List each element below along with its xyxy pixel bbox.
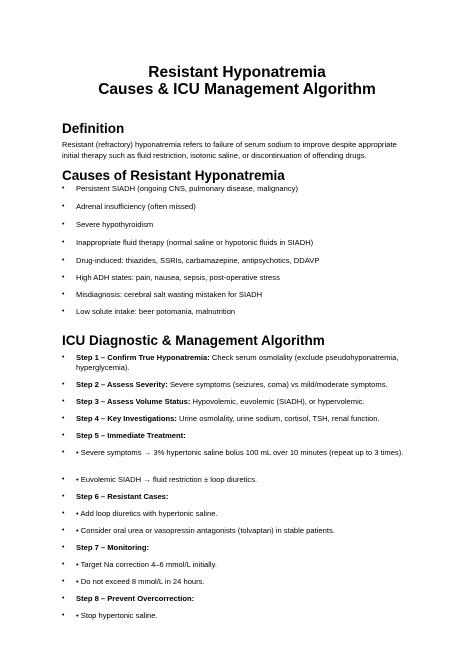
bullet-icon: •: [62, 291, 65, 298]
algorithm-step-label: Step 4 – Key Investigations:: [76, 414, 177, 423]
algorithm-step-item: [62, 611, 414, 621]
bullet-icon: •: [62, 612, 65, 619]
algorithm-step-text: • Consider oral urea or vasopressin antagonists (tolvaptan) in stable patients.: [76, 526, 335, 535]
algorithm-step-item: [62, 526, 414, 536]
algorithm-step-text: • Do not exceed 8 mmol/L in 24 hours.: [76, 577, 205, 586]
bullet-icon: •: [62, 308, 65, 315]
bullet-icon: •: [62, 354, 65, 361]
cause-list-item: [62, 273, 414, 283]
algorithm-step-label: Step 7 – Monitoring:: [76, 543, 149, 552]
algorithm-step-text: Step 2 – Assess Severity: Severe symptoms (seizures, coma) vs mild/moderate symptoms.: [76, 380, 388, 389]
algorithm-step-label: Step 6 – Resistant Cases:: [76, 492, 169, 501]
algorithm-step-item: [62, 560, 414, 570]
algorithm-step-label: Step 5 – Immediate Treatment:: [76, 431, 186, 440]
cause-item-text: Adrenal insufficiency (often missed): [76, 202, 196, 211]
cause-list-item: [62, 238, 414, 248]
algorithm-step-item: [62, 577, 414, 587]
algorithm-step-item: [62, 492, 414, 502]
bullet-icon: •: [62, 381, 65, 388]
algorithm-step-item: [62, 543, 414, 553]
bullet-icon: •: [62, 432, 65, 439]
causes-heading: Causes of Resistant Hyponatremia: [62, 168, 285, 183]
algorithm-step-text: • Euvolemic SIADH → fluid restriction ± loop diuretics.: [76, 475, 258, 484]
bullet-icon: •: [62, 239, 65, 246]
algorithm-step-text: [76, 543, 414, 553]
bullet-icon: •: [62, 527, 65, 534]
cause-list-item: [62, 202, 414, 212]
definition-heading: Definition: [62, 121, 125, 136]
algorithm-step-item: [62, 431, 414, 441]
bullet-icon: •: [62, 415, 65, 422]
cause-list-item: [62, 220, 414, 230]
algorithm-step-item: [62, 397, 414, 407]
cause-item-text: Low solute intake: beer potomania, malnutrition: [76, 307, 236, 316]
cause-list-item: [62, 307, 414, 317]
algorithm-step-item: [62, 448, 414, 458]
cause-item-text: Severe hypothyroidism: [76, 220, 154, 229]
algorithm-step-text: Step 4 – Key Investigations: Urine osmolality, urine sodium, cortisol, TSH, renal function.: [76, 414, 380, 423]
algorithm-step-text: [76, 492, 414, 502]
cause-item-text: Inappropriate fluid therapy (normal saline or hypotonic fluids in SIADH): [76, 238, 314, 247]
bullet-icon: •: [62, 257, 65, 264]
cause-item-text: High ADH states: pain, nausea, sepsis, post-operative stress: [76, 273, 280, 282]
bullet-icon: •: [62, 578, 65, 585]
page-title-line1: Resistant Hyponatremia: [148, 64, 326, 81]
bullet-icon: •: [62, 185, 65, 192]
bullet-icon: •: [62, 274, 65, 281]
bullet-icon: •: [62, 203, 65, 210]
definition-text: Resistant (refractory) hyponatremia refers to failure of serum sodium to improve despite appropriate initial therapy such as fluid restriction, isotonic saline, or discontinuation of offending drugs.: [62, 140, 397, 160]
algorithm-step-text: • Add loop diuretics with hypertonic saline.: [76, 509, 218, 518]
cause-item-text: Drug-induced: thiazides, SSRIs, carbamazepine, antipsychotics, DDAVP: [76, 256, 320, 265]
algorithm-step-label: Step 2 – Assess Severity:: [76, 380, 168, 389]
bullet-icon: •: [62, 510, 65, 517]
bullet-icon: •: [62, 449, 65, 456]
cause-list-item: [62, 184, 414, 194]
bullet-icon: •: [62, 595, 65, 602]
algorithm-step-label: Step 8 – Prevent Overcorrection:: [76, 594, 195, 603]
cause-list-item: [62, 256, 414, 266]
algorithm-step-text: Step 1 – Confirm True Hyponatremia: Check serum osmolality (exclude pseudohyponatremia, hyperglycemia).: [76, 353, 399, 373]
bullet-icon: •: [62, 561, 65, 568]
algorithm-step-text: [76, 594, 414, 604]
cause-item-text: Persistent SIADH (ongoing CNS, pulmonary disease, malignancy): [76, 184, 299, 193]
algorithm-step-text: Step 3 – Assess Volume Status: Hypovolemic, euvolemic (SIADH), or hypervolemic.: [76, 397, 365, 406]
bullet-icon: •: [62, 398, 65, 405]
algorithm-step-text: • Stop hypertonic saline.: [76, 611, 158, 620]
cause-item-text: Misdiagnosis: cerebral salt wasting mistaken for SIADH: [76, 290, 263, 299]
algorithm-step-item: [62, 414, 414, 424]
algorithm-step-item: [62, 594, 414, 604]
algorithm-step-text: • Target Na correction 4–6 mmol/L initially.: [76, 560, 217, 569]
algorithm-step-text: [76, 431, 414, 441]
bullet-icon: •: [62, 476, 65, 483]
algorithm-step-text: • Severe symptoms → 3% hypertonic saline bolus 100 mL over 10 minutes (repeat up to 3 times).: [76, 448, 404, 457]
algorithm-step-label: Step 3 – Assess Volume Status:: [76, 397, 191, 406]
algorithm-step-item: [62, 475, 414, 485]
algorithm-step-item: [62, 353, 414, 373]
bullet-icon: •: [62, 544, 65, 551]
algorithm-heading: ICU Diagnostic & Management Algorithm: [62, 333, 325, 348]
bullet-icon: •: [62, 493, 65, 500]
cause-list-item: [62, 290, 414, 300]
algorithm-step-label: Step 1 – Confirm True Hyponatremia:: [76, 353, 210, 362]
algorithm-step-item: [62, 380, 414, 390]
algorithm-step-item: [62, 509, 414, 519]
bullet-icon: •: [62, 221, 65, 228]
page-title-line2: Causes & ICU Management Algorithm: [98, 81, 376, 98]
